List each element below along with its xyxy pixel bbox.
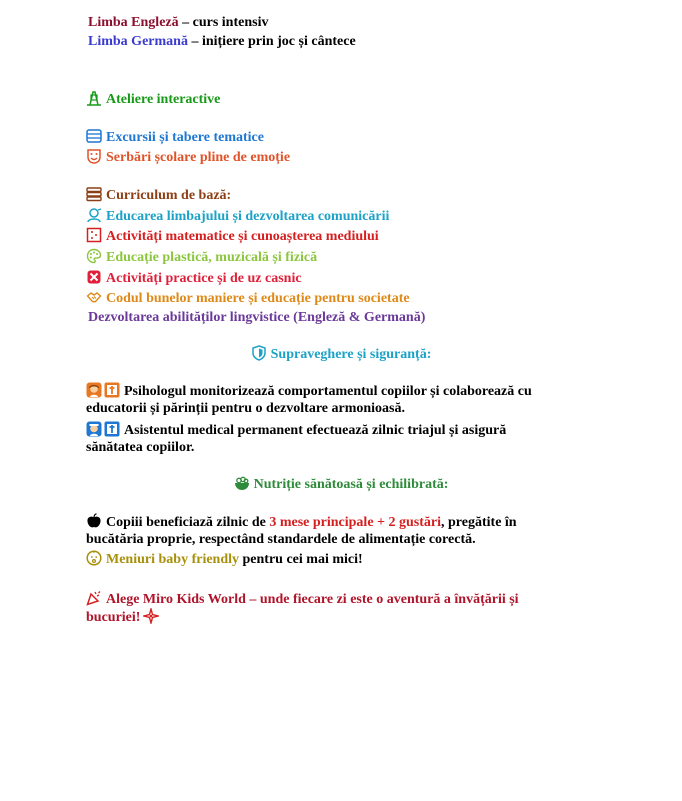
english-line [88, 14, 268, 32]
nutrition-heading-line [0, 475, 682, 494]
nurse-line-2 [86, 439, 194, 457]
curriculum-item-label: Activități matematice și cunoașterea mediului [106, 229, 379, 244]
curriculum-item-label: Educarea limbajului și dezvoltarea comunicării [106, 209, 390, 224]
books-icon [86, 186, 102, 202]
curriculum-heading-line [86, 186, 231, 205]
apple-icon [86, 513, 102, 529]
linguistic-line [88, 309, 425, 327]
shield-icon [251, 345, 267, 361]
supervision-heading-line [0, 345, 682, 364]
meals-text-2: bucătăria proprie, respectând standardele de alimentație corectă. [86, 532, 476, 547]
baby-text-post: pentru cei mai mici! [239, 552, 363, 567]
id-badge-icon [104, 421, 120, 437]
curriculum-item [86, 227, 379, 246]
closing-text-1: Alege Miro Kids World – unde fiecare zi este o aventură a învățării și [106, 592, 519, 607]
meals-highlight: 3 mese principale + 2 gustări [269, 515, 442, 530]
curriculum-item-label: Educație plastică, muzicală și fizică [106, 250, 318, 265]
psychologist-text-1: Psihologul monitorizează comportamentul copiilor și colaborează cu [124, 384, 532, 399]
baby-face-icon [86, 550, 102, 566]
closing-line-2 [86, 608, 163, 627]
curriculum-item [86, 248, 317, 267]
english-desc: – curs intensiv [178, 15, 269, 30]
woman-icon [86, 382, 102, 398]
supervision-heading: Supraveghere și siguranță: [270, 347, 432, 362]
nurse-line [86, 421, 506, 440]
abacus-icon [86, 227, 102, 243]
baby-highlight: Meniuri baby friendly [106, 552, 240, 567]
curriculum-item-label: Activități practice și de uz casnic [106, 271, 302, 286]
workshops-line [86, 90, 220, 109]
curriculum-item [86, 289, 410, 308]
workshops-label: Ateliere interactive [106, 92, 221, 107]
curriculum-item [86, 207, 389, 226]
baby-line [86, 550, 363, 569]
theater-mask-icon [86, 148, 102, 164]
parties-label: Serbări școlare pline de emoție [106, 150, 291, 165]
german-line [88, 33, 356, 51]
speaking-head-icon [86, 207, 102, 223]
psychologist-text-2: educatorii și părinții pentru o dezvoltare armonioasă. [86, 401, 405, 416]
meals-line [86, 513, 517, 532]
party-popper-icon [86, 590, 102, 606]
trips-line [86, 128, 264, 147]
sparkle-icon [143, 608, 159, 624]
nurse-text-2: sănătatea copiilor. [86, 440, 195, 455]
meals-text-pre: Copiii beneficiază zilnic de [106, 515, 270, 530]
id-badge-icon [104, 382, 120, 398]
palette-icon [86, 248, 102, 264]
psychologist-line-2 [86, 400, 405, 418]
meals-text-post: , pregătite în [441, 515, 517, 530]
psychologist-line [86, 382, 532, 401]
parties-line [86, 148, 290, 167]
nutrition-heading: Nutriție sănătoasă și echilibrată: [253, 477, 449, 492]
trips-label: Excursii și tabere tematice [106, 130, 264, 145]
nurse-text-1: Asistentul medical permanent efectuează zilnic triajul și asigură [124, 423, 507, 438]
curriculum-item [86, 269, 302, 288]
linguistic-label: Dezvoltarea abilităților lingvistice (Engleză & Germană) [88, 310, 426, 325]
german-label: Limba Germană [88, 34, 188, 49]
curriculum-item-label: Codul bunelor maniere și educație pentru societate [106, 291, 410, 306]
handshake-icon [86, 289, 102, 305]
closing-text-2: bucuriei! [86, 610, 141, 625]
easel-icon [86, 90, 102, 106]
tools-icon [86, 269, 102, 285]
bus-icon [86, 128, 102, 144]
german-desc: – inițiere prin joc și cântece [187, 34, 356, 49]
curriculum-heading: Curriculum de bază: [106, 188, 232, 203]
meals-line-2 [86, 531, 476, 549]
salad-bowl-icon [234, 475, 250, 491]
english-label: Limba Engleză [88, 15, 179, 30]
closing-line [86, 590, 519, 609]
nurse-icon [86, 421, 102, 437]
